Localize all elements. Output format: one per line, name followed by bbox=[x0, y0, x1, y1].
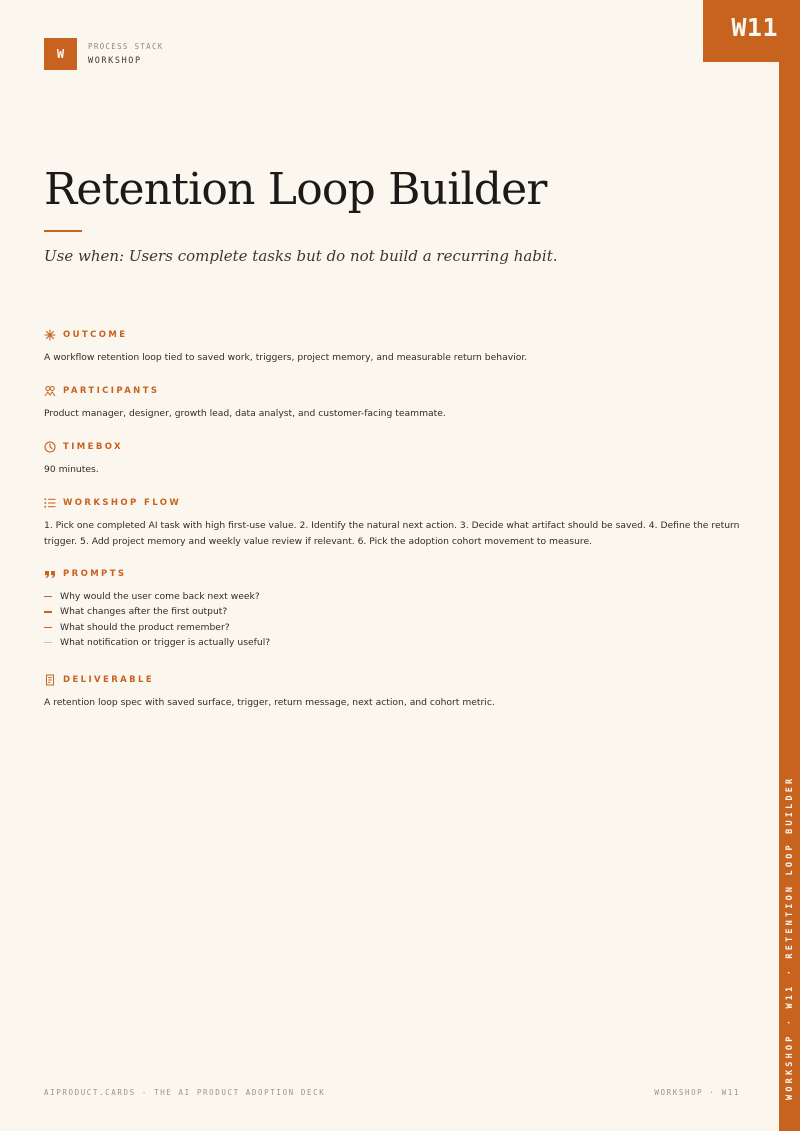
section-body: Product manager, designer, growth lead, data analyst, and customer-facing teammate. bbox=[44, 408, 446, 419]
footer-left: AIPRODUCT.CARDS - THE AI PRODUCT ADOPTION DECK bbox=[44, 1088, 326, 1097]
asterisk-icon bbox=[44, 329, 56, 341]
section-deliverable bbox=[44, 673, 744, 711]
list-item: What changes after the first output? bbox=[44, 604, 744, 619]
section-participants bbox=[44, 384, 744, 422]
section-prompts bbox=[44, 567, 744, 650]
clock-icon bbox=[44, 441, 56, 453]
section-body: A retention loop spec with saved surface, trigger, return message, next action, and cohort metric. bbox=[44, 697, 495, 708]
section-title: WORKSHOP FLOW bbox=[63, 498, 182, 508]
section-title: PARTICIPANTS bbox=[63, 386, 160, 396]
section-title: OUTCOME bbox=[63, 330, 128, 340]
section-timebox bbox=[44, 440, 744, 478]
title-rule bbox=[44, 230, 82, 232]
kicker: PROCESS STACK bbox=[88, 42, 164, 51]
list-item: What should the product remember? bbox=[44, 620, 744, 635]
list-icon bbox=[44, 497, 56, 509]
section-outcome bbox=[44, 328, 744, 366]
quote-icon bbox=[44, 568, 56, 580]
list-item: What notification or trigger is actually useful? bbox=[44, 635, 744, 650]
footer-right: WORKSHOP · W11 bbox=[654, 1088, 740, 1097]
list-item: Why would the user come back next week? bbox=[44, 589, 744, 604]
section-body: A workflow retention loop tied to saved work, triggers, project memory, and measurable return behavior. bbox=[44, 352, 528, 363]
section-title: DELIVERABLE bbox=[63, 675, 155, 685]
dash-icon bbox=[44, 611, 52, 612]
dash-icon bbox=[44, 642, 52, 643]
section-workshop-flow bbox=[44, 496, 744, 550]
section-body: 1. Pick one completed AI task with high first-use value. 2. Identify the natural next action. 3. Decide what artifact should be saved. 4. Define the return trigger. 5. Add project memory and weekly value review if relevant. 6. Pick the adoption cohort movement to measure. bbox=[44, 520, 740, 547]
side-label-wrap bbox=[779, 0, 800, 1131]
section-title: TIMEBOX bbox=[63, 442, 123, 452]
section-body: 90 minutes. bbox=[44, 464, 99, 475]
dash-icon bbox=[44, 627, 52, 628]
dash-icon bbox=[44, 596, 52, 597]
side-label: WORKSHOP · W11 · RETENTION LOOP BUILDER bbox=[784, 775, 795, 1100]
prompt-list bbox=[44, 589, 744, 650]
document-icon bbox=[44, 674, 56, 686]
page-title: Retention Loop Builder bbox=[44, 164, 547, 215]
category-label: WORKSHOP bbox=[88, 56, 142, 66]
logo-badge: W bbox=[44, 38, 77, 70]
people-icon bbox=[44, 385, 56, 397]
card-code: W11 bbox=[731, 13, 778, 42]
use-when: Use when: Users complete tasks but do not build a recurring habit. bbox=[44, 247, 558, 265]
section-title: PROMPTS bbox=[63, 569, 127, 579]
